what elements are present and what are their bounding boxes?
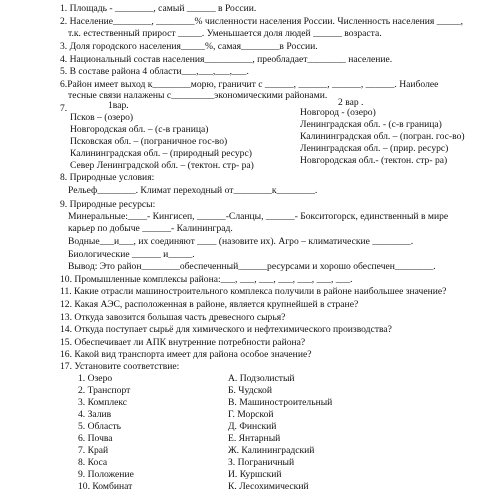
match-right-item: Е. Янтарный <box>228 433 281 444</box>
question-9-quarry: карьер по добыче ______- Калининград. <box>68 223 233 234</box>
question-1: 1. Площадь - ________, самый ______ в России. <box>60 3 257 14</box>
match-right-item: З. Пограничный <box>228 457 295 468</box>
match-left-item: 6. Почва <box>78 433 113 444</box>
match-right-item: Д. Финский <box>228 421 277 432</box>
variant-1-item: Калининградская обл. – (природный ресурс) <box>70 148 252 159</box>
variant-2-item: Ленинградская обл. – (прир. ресурс) <box>300 143 449 154</box>
match-left-item: 8. Коса <box>78 457 108 468</box>
match-right-item: К. Лесохимический <box>228 481 309 492</box>
match-right-item: И. Куршский <box>228 469 282 480</box>
match-left-item: 10. Комбинат <box>78 481 133 492</box>
question-3: 3. Доля городского населения_____%, самая________в России. <box>60 41 318 52</box>
question-6-line-1: 6.Район имеет выход к________морю, граничит с ______, ______, ______, ______. Наиболее <box>60 79 439 90</box>
question-10: 10. Промышленные комплексы района:___, ___, ___, ___, ___, ___, ___. <box>60 274 353 285</box>
variant-2-item: Новгород - (озеро) <box>300 107 376 118</box>
variant-2-title: 2 вар . <box>338 97 364 108</box>
match-right-item: Б. Чудской <box>228 385 272 396</box>
question-4: 4. Национальный состав населения__________, преобладает________ население. <box>60 54 393 65</box>
variant-2-item: Новгородская обл.- (тектон. стр- ра) <box>300 155 448 166</box>
variant-1-item: Север Ленинградской обл. – (тектон. стр- ра) <box>70 160 254 171</box>
question-2-line-2: т.к. естественный прирост _____. Уменьшается доля людей ______ возраста. <box>68 28 382 39</box>
variant-1-item: Псков – (озеро) <box>70 112 134 123</box>
question-2-line-1: 2. Население________, ________% численности населения России. Численность населения _____, <box>60 16 464 27</box>
question-5: 5. В составе района 4 области___,___,___,___. <box>60 66 249 77</box>
match-left-item: 9. Положение <box>78 469 134 480</box>
match-right-item: Г. Морской <box>228 409 274 420</box>
variant-2-item: Ленинградская обл. - (с-в граница) <box>300 119 442 130</box>
question-9-biological: Биологические ______ и_____. <box>68 249 195 260</box>
variant-2-item: Калининградская обл. – (погран. гос-во) <box>300 131 465 142</box>
match-left-item: 3. Комплекс <box>78 397 128 408</box>
question-14: 14. Откуда поступает сырьё для химического и нефтехимического производства? <box>60 324 392 335</box>
variant-1-title: 1вар. <box>108 100 129 111</box>
match-right-item: А. Подзолистый <box>228 373 295 384</box>
match-left-item: 2. Транспорт <box>78 385 131 396</box>
question-13: 13. Откуда завозится большая часть древесного сырья? <box>60 312 286 323</box>
question-9-conclusion: Вывод: Это район________обеспеченный______ресурсами и хорошо обеспечен________. <box>68 261 436 272</box>
question-9-water: Водные___и___, их соединяют ____ (назовите их). Агро – климатические ________. <box>68 236 414 247</box>
match-left-item: 7. Край <box>78 445 109 456</box>
match-left-item: 5. Область <box>78 421 122 432</box>
question-11: 11. Какие отрасли машиностроительного комплекса получили в районе наибольшее значение? <box>60 286 447 297</box>
variant-1-item: Псковская обл. – (пограничное гос-во) <box>70 136 228 147</box>
question-12: 12. Какая АЭС, расположенная в районе, является крупнейшей в стране? <box>60 299 359 310</box>
match-right-item: Ж. Калининградский <box>228 445 315 456</box>
question-8-relief: Рельеф________. Климат переходный от________к________. <box>68 185 318 196</box>
question-17: 17. Установите соответствие: <box>60 361 180 372</box>
question-9: 9. Природные ресурсы: <box>60 199 156 210</box>
variant-1-item: Новгородская обл. – (с-в граница) <box>70 124 209 135</box>
match-right-item: В. Машиностроительный <box>228 397 333 408</box>
question-8: 8. Природные условия: <box>60 172 155 183</box>
question-16: 16. Какой вид транспорта имеет для района особое значение? <box>60 349 312 360</box>
question-7: 7. <box>60 103 68 114</box>
question-15: 15. Обеспечивает ли АПК внутренние потребности района? <box>60 337 306 348</box>
question-6-line-2: тесные связи налажены с_________экономическими районами. <box>68 90 328 101</box>
match-left-item: 1. Озеро <box>78 373 113 384</box>
match-left-item: 4. Залив <box>78 409 112 420</box>
question-9-minerals: Минеральные:____- Кингисеп, ______-Сланцы, ______- Бокситогорск, единственный в мире <box>68 211 449 222</box>
